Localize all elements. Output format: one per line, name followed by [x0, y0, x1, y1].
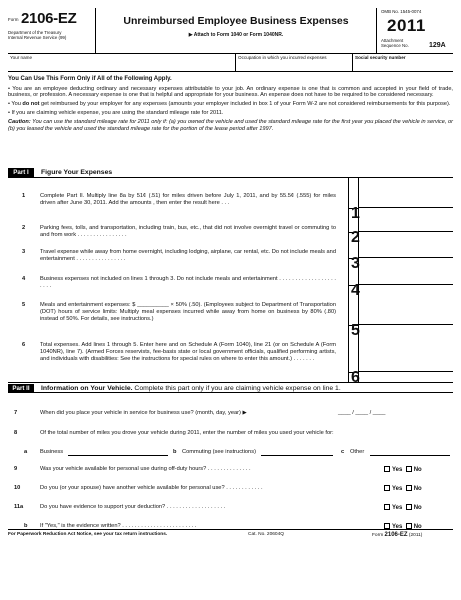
- line-number: 3: [22, 249, 26, 255]
- line-text: Business expenses not included on lines 1 through 3. Do not include meals and entertainment . . . . . . . . . . . . . . . . . . . . . .: [40, 276, 336, 289]
- attachment-sequence: [381, 38, 409, 48]
- line-letter: b: [173, 449, 177, 455]
- ssn-field[interactable]: [353, 54, 453, 72]
- attach-instruction: ▶ Attach to Form 1040 or Form 1040NR.: [188, 32, 284, 38]
- no-label: No: [413, 524, 422, 530]
- name-field[interactable]: [8, 54, 236, 72]
- line-number: 5: [22, 302, 26, 308]
- line-number: 11a: [14, 504, 24, 510]
- part2-title-rest: Complete this part only if you are claiming vehicle expense on line 1.: [132, 385, 341, 392]
- caution-label: Caution:: [8, 119, 31, 126]
- footer-form-word: Form: [372, 533, 385, 538]
- tax-year: 2011: [387, 16, 426, 35]
- line-4-box-label: 4: [348, 285, 358, 295]
- line-text: Parking fees, tolls, and transportation, including train, bus, etc., that did not involve overnight travel or commuting to and from work . . . . . . . . . . . . . . . .: [40, 225, 336, 238]
- yes-label: Yes: [392, 524, 403, 530]
- form-id-block: [8, 8, 96, 54]
- no-label: No: [413, 467, 422, 473]
- line-1-box-label: 1: [348, 208, 358, 218]
- instruction-bullet: [8, 101, 453, 108]
- catalog-number: Cat. No. 20604Q: [248, 532, 284, 537]
- part2-header: [8, 382, 453, 393]
- no-checkbox[interactable]: [406, 466, 412, 472]
- footer-year: (2011): [407, 533, 423, 538]
- sequence-label: Sequence No.: [381, 43, 409, 48]
- name-label: Your name: [10, 55, 33, 60]
- yes-checkbox[interactable]: [384, 466, 390, 472]
- caution-text: You can use the standard mileage rate for 2011 only if: (a) you owned the vehicle and used the standard mileage rate for the first year you placed the vehicle in service, or (b) you leased the vehicle and used the standard mileage rate for the portion of the lease period after 1997.: [8, 119, 453, 132]
- line-text: Travel expense while away from home overnight, including lodging, airplane, car rental, etc. Do not include meals and entertainment . . . . . . . . . . . . . . . .: [40, 249, 336, 262]
- line-3-amount-input[interactable]: [358, 257, 453, 269]
- line-3-box-label: 3: [348, 258, 358, 268]
- department-line: Internal Revenue Service (99): [8, 35, 67, 40]
- line-letter: a: [24, 449, 28, 455]
- occupation-field[interactable]: [236, 54, 353, 72]
- part2-title-bold: Information on Your Vehicle.: [41, 385, 133, 392]
- eligibility-heading: You Can Use This Form Only if All of the Following Apply.: [8, 76, 172, 82]
- bullet-text: get reimbursed by your employer for any expenses (amounts your employer included in box 1 of your Form W-2 are not considered reimbursements for this purpose).: [39, 101, 451, 108]
- line-text: Do you (or your spouse) have another vehicle available for personal use? . . . . . . . . . . . .: [40, 485, 263, 491]
- part1-header: [8, 167, 453, 178]
- omb-number: OMB No. 1545-0074: [381, 9, 422, 14]
- footer-form-id: [372, 532, 422, 538]
- no-checkbox[interactable]: [406, 504, 412, 510]
- bullet-emphasis: do not: [22, 101, 40, 108]
- line-11a-yes-no: [384, 504, 422, 512]
- line-text: Was your vehicle available for personal use during off-duty hours? . . . . . . . . . . . . . .: [40, 466, 251, 472]
- no-label: No: [413, 505, 422, 511]
- form-word: Form: [8, 17, 19, 22]
- eligibility-instructions: [8, 76, 453, 135]
- line-text: If "Yes," is the evidence written? . . . . . . . . . . . . . . . . . . . . . . . .: [40, 523, 197, 529]
- line-6-box-label: 6: [348, 372, 358, 382]
- footer-form-number: 2106-EZ: [384, 532, 408, 538]
- attachment-label: Attachment: [381, 38, 404, 43]
- line-number: 10: [14, 485, 21, 491]
- business-miles-input[interactable]: [68, 455, 168, 456]
- other-miles-label: Other: [350, 449, 365, 455]
- yes-label: Yes: [392, 467, 403, 473]
- commuting-miles-input[interactable]: [261, 455, 333, 456]
- line-number: 6: [22, 342, 26, 348]
- yes-checkbox[interactable]: [384, 504, 390, 510]
- line-number: b: [24, 523, 28, 529]
- part2-label: Part II: [8, 384, 34, 393]
- line-2-amount-input[interactable]: [358, 231, 453, 243]
- commuting-miles-label: Commuting (see instructions): [182, 449, 256, 455]
- line-number: 9: [14, 466, 18, 472]
- taxpayer-info-row: [8, 54, 453, 72]
- form-header: [8, 8, 453, 54]
- line-5-amount-input[interactable]: [358, 324, 453, 336]
- yes-label: Yes: [392, 486, 403, 492]
- yes-label: Yes: [392, 505, 403, 511]
- caution-note: [8, 119, 453, 132]
- in-service-date-input[interactable]: ____ / ____ / ____: [338, 410, 386, 416]
- paperwork-notice: For Paperwork Reduction Act Notice, see your tax return instructions.: [8, 532, 168, 537]
- line-number: 1: [22, 193, 26, 199]
- line-2-box-label: 2: [348, 232, 358, 242]
- line-9-yes-no: [384, 466, 422, 474]
- yes-checkbox[interactable]: [384, 485, 390, 491]
- other-miles-input[interactable]: [370, 455, 450, 456]
- occupation-label: Occupation in which you incurred expenses: [238, 55, 327, 60]
- line-10-yes-no: [384, 485, 422, 493]
- line-text: Total expenses. Add lines 1 through 5. Enter here and on Schedule A (Form 1040), line 21 (or on Schedule A (Form 1040NR), line 7). (Armed Forces reservists, fee-basis state or local government officials, qualified performing artists, and individuals with disabilities: See the instructions for special rules on where to enter this amount.) . . . . . . .: [40, 342, 336, 362]
- department-line: Department of the Treasury: [8, 30, 62, 35]
- form-page: [8, 8, 453, 592]
- line-text: Do you have evidence to support your deduction? . . . . . . . . . . . . . . . . . . .: [40, 504, 226, 510]
- business-miles-label: Business: [40, 449, 64, 455]
- line-text: Complete Part II. Multiply line 8a by 51¢ (.51) for miles driven before July 1, 2011, and by 55.5¢ (.555) for miles driven after June 30, 2011. Add the amounts , then enter the result here . . .: [40, 193, 336, 206]
- sequence-number: 129A: [429, 42, 446, 49]
- part1-title: Figure Your Expenses: [41, 169, 113, 176]
- line-4-amount-input[interactable]: [358, 284, 453, 296]
- ssn-label: Social security number: [355, 55, 406, 60]
- no-checkbox[interactable]: [406, 485, 412, 491]
- line-6-amount-input[interactable]: [358, 371, 453, 382]
- form-footer: [8, 529, 453, 538]
- line-number: 2: [22, 225, 26, 231]
- bullet-text: • You: [8, 101, 23, 108]
- line-text: When did you place your vehicle in service for business use? (month, day, year) ▶: [40, 410, 247, 416]
- line-5-box-label: 5: [348, 325, 358, 335]
- line-letter: c: [341, 449, 345, 455]
- line-number: 7: [14, 410, 18, 416]
- line-1-amount-input[interactable]: [358, 207, 453, 219]
- omb-block: [376, 8, 453, 54]
- line-number: 4: [22, 276, 26, 282]
- instruction-bullet: • You are an employee deducting ordinary and necessary expenses attributable to your job. An ordinary expense is one that is common and accepted in your field of trade, business, or profession. A necessary expense is one that is helpful and appropriate for your business. An expense does not have to be required to be considered necessary.: [8, 85, 453, 99]
- form-title: Unreimbursed Employee Business Expenses: [123, 15, 349, 27]
- department-label: [8, 30, 94, 40]
- line-text: Meals and entertainment expenses: $ __________ × 50% (.50). (Employees subject to Department of Transportation (DOT) hours of service limits: Multiply meal expenses incurred while away from home on business by 80% (.80) instead of 50%. For details, see instructions.): [40, 302, 336, 322]
- part2-title: [41, 384, 341, 393]
- line-text: Of the total number of miles you drove your vehicle during 2011, enter the number of miles you used your vehicle for:: [40, 430, 334, 436]
- part1-label: Part I: [8, 168, 34, 177]
- instruction-bullet: • If you are claiming vehicle expense, you are using the standard mileage rate for 2011.: [8, 110, 224, 117]
- form-number: 2106-EZ: [21, 10, 77, 27]
- line-number: 8: [14, 430, 18, 436]
- no-label: No: [413, 486, 422, 492]
